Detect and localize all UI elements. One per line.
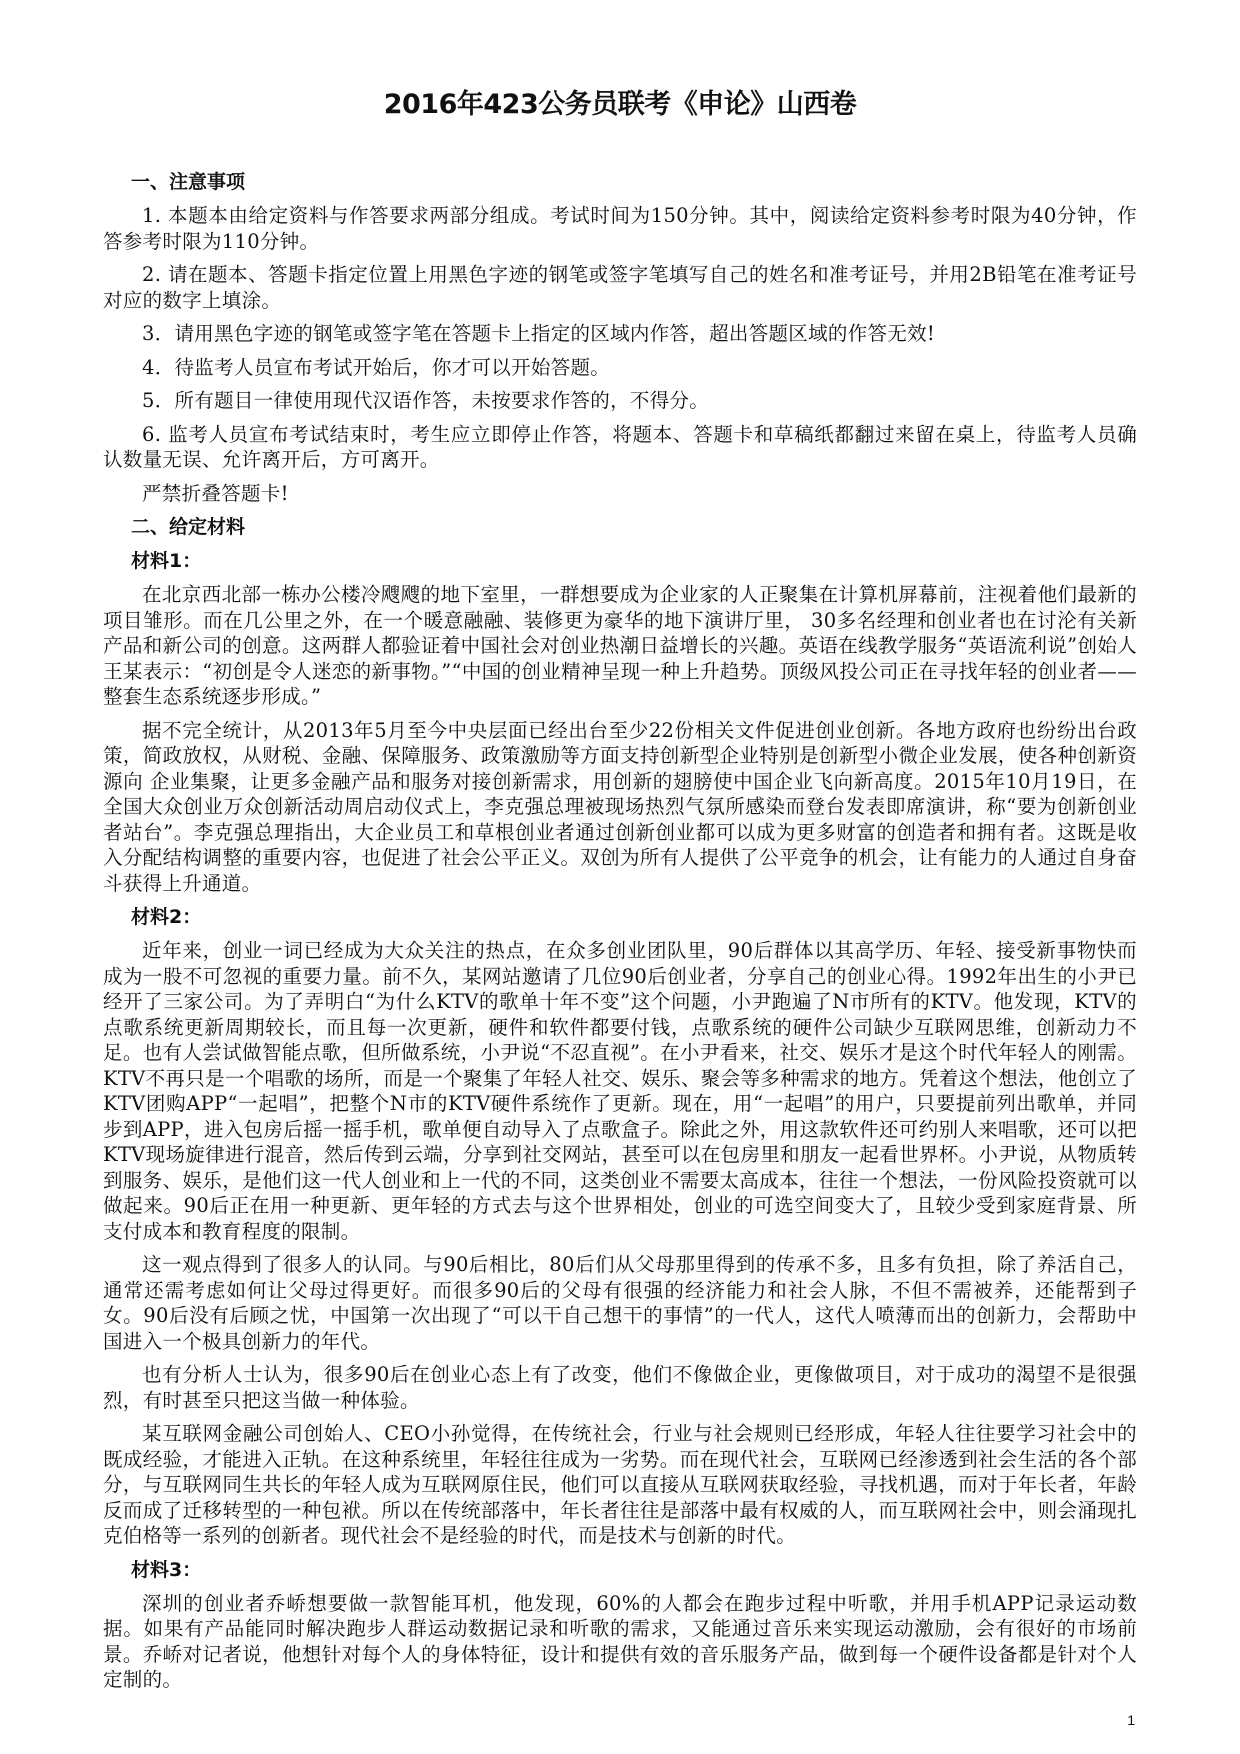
material-paragraph: 在北京西北部一栋办公楼冷飕飕的地下室里，一群想要成为企业家的人正聚集在计算机屏幕前，注视着他们最新的项目雏形。而在几公里之外，在一个暖意融融、装修更为豪华的地下演讲厅里， 30多名经理和创业者也在讨沦有关新产品和新公司的创意。这两群人都验证着中国社会对创业热潮日益增长的兴趣。英语在线教学服务“英语流利说”创始人王某表示：“初创是令人迷恋的新事物。”“中国的创业精神呈现一种上升趋势。顶级风投公司正在寻找年轻的创业者——整套生态系统逐步形成。”	[103, 583, 1137, 708]
material-paragraph: 这一观点得到了很多人的认同。与90后相比，80后们从父母那里得到的传承不多，且多有负担，除了养活自己，通常还需考虑如何让父母过得更好。而很多90后的父母有很强的经济能力和社会人脉，不但不需被养，还能帮到子女。90后没有后顾之忧，中国第一次出现了“可以干自己想干的事情”的一代人，这代人喷薄而出的创新力，会帮助中国进入一个极具创新力的年代。	[103, 1253, 1137, 1353]
note-item: 3．请用黑色字迹的钢笔或签字笔在答题卡上指定的区域内作答，超出答题区域的作答无效!	[142, 322, 936, 345]
material-paragraph: 也有分析人士认为，很多90后在创业心态上有了改变，他们不像做企业，更像做项目，对于成功的渴望不是很强烈，有时甚至只把这当做一种体验。	[103, 1363, 1137, 1412]
note-item: 2. 请在题本、答题卡指定位置上用黑色字迹的钢笔或签字笔填写自己的姓名和准考证号，并用2B铅笔在准考证号对应的数字上填涂。	[103, 263, 1137, 312]
material-label: 材料1：	[131, 550, 202, 572]
note-item: 4．待监考人员宣布考试开始后，你才可以开始答题。	[142, 355, 611, 379]
note-item: 5．所有题目一律使用现代汉语作答，未按要求作答的，不得分。	[142, 389, 710, 412]
note-item: 严禁折叠答题卡!	[142, 481, 289, 505]
document-page	[103, 82, 1137, 1701]
page-number: 1	[1127, 1712, 1135, 1728]
material-paragraph: 据不完全统计，从2013年5月至今中央层面已经出台至少22份相关文件促进创业创新。各地方政府也纷纷出台政策，简政放权，从财税、金融、保障服务、政策激励等方面支持创新型企业特别是创新型小微企业发展，使各种创新资源向 企业集聚，让更多金融产品和服务对接创新需求，用创新的翅膀使中国企业飞向新高度。2015年10月19日，在全国大众创业万众创新活动周启动仪式上，李克强总理被现场热烈气氛所感染而登台发表即席演讲，称“要为创新创业者站台”。李克强总理指出，大企业员工和草根创业者通过创新创业都可以成为更多财富的创造者和拥有者。这既是收入分配结构调整的重要内容，也促进了社会公平正义。双创为所有人提供了公平竞争的机会，让有能力的人通过自身奋斗获得上升通道。	[103, 718, 1137, 895]
note-item: 1. 本题本由给定资料与作答要求两部分组成。考试时间为150分钟。其中，阅读给定资料参考时限为40分钟，作答参考时限为110分钟。	[103, 204, 1137, 253]
section-heading-notes: 一、注意事项	[131, 171, 246, 193]
material-paragraph: 近年来，创业一词已经成为大众关注的热点，在众多创业团队里，90后群体以其高学历、年轻、接受新事物快而成为一股不可忽视的重要力量。前不久，某网站邀请了几位90后创业者，分享自己的创业心得。1992年出生的小尹已经开了三家公司。为了弄明白“为什么KTV的歌单十年不变”这个问题，小尹跑遍了N市所有的KTV。他发现，KTV的点歌系统更新周期较长，而且每一次更新，硬件和软件都要付钱，点歌系统的硬件公司缺少互联网思维，创新动力不足。也有人尝试做智能点歌，但所做系统，小尹说“不忍直视”。在小尹看来，社交、娱乐才是这个时代年轻人的刚需。KTV不再只是一个唱歌的场所，而是一个聚集了年轻人社交、娱乐、聚会等多种需求的地方。凭着这个想法，他创立了KTV团购APP“一起唱”，把整个N市的KTV硬件系统作了更新。现在，用“一起唱”的用户，只要提前列出歌单，并同步到APP，进入包房后摇一摇手机，歌单便自动导入了点歌盒子。除此之外，用这款软件还可约别人来唱歌，还可以把KTV现场旋律进行混音，然后传到云端，分享到社交网站，甚至可以在包房里和朋友一起看世界杯。小尹说，从物质转到服务、娱乐，是他们这一代人创业和上一代的不同，这类创业不需要太高成本，往往一个想法，一份风险投资就可以做起来。90后正在用一种更新、更年轻的方式去与这个世界相处，创业的可选空间变大了，且较少受到家庭背景、所支付成本和教育程度的限制。	[103, 939, 1137, 1243]
material-label: 材料3：	[131, 1558, 202, 1581]
material-paragraph: 某互联网金融公司创始人、CEO小孙觉得，在传统社会，行业与社会规则已经形成，年轻人往往要学习社会中的既成经验，才能进入正轨。在这种系统里，年轻往往成为一劣势。而在现代社会，互联网已经渗透到社会生活的各个部分，与互联网同生共长的年轻人成为互联网原住民，他们可以直接从互联网获取经验，寻找机遇，而对于年长者，年龄反而成了迁移转型的一种包袱。所以在传统部落中，年长者往往是部落中最有权威的人，而互联网社会中，则会涌现扎克伯格等一系列的创新者。现代社会不是经验的时代，而是技术与创新的时代。	[103, 1422, 1137, 1547]
document-title: 2016年423公务员联考《申论》山西卷	[383, 89, 857, 120]
material-paragraph: 深圳的创业者乔峤想要做一款智能耳机，他发现，60%的人都会在跑步过程中听歌，并用手机APP记录运动数据。如果有产品能同时解决跑步人群运动数据记录和听歌的需求，又能通过音乐来实现运动激励，会有很好的市场前景。乔峤对记者说，他想针对每个人的身体特征，设计和提供有效的音乐服务产品，做到每一个硬件设备都是针对个人定制的。	[103, 1591, 1137, 1691]
note-item: 6. 监考人员宣布考试结束时，考生应立即停止作答，将题本、答题卡和草稿纸都翻过来留在桌上，待监考人员确认数量无误、允许离开后，方可离开。	[103, 422, 1137, 471]
material-label: 材料2：	[131, 906, 202, 928]
section-heading-materials: 二、给定材料	[131, 516, 246, 538]
